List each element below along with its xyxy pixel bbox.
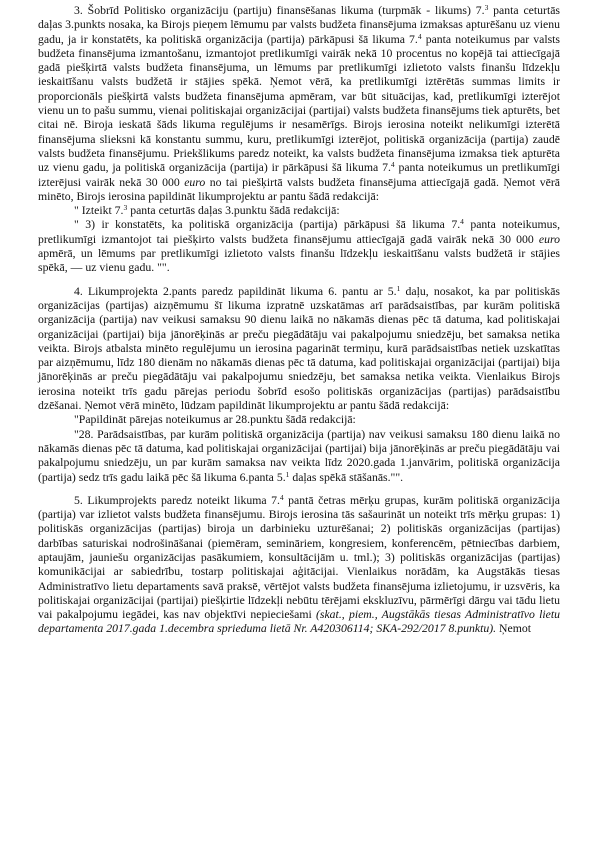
spacer — [38, 485, 560, 494]
paragraph-3: 3. Šobrīd Politisko organizāciju (partiju) finansēšanas likuma (turpmāk - likums) 7.$^3$ panta ceturtās daļas 3.punkts nosaka, ka Birojs pieņem lēmumu par valsts budžeta finansējuma izmaksas apturēšanu uz vienu gadu, ja ir konstatēts, ka politiskā organizācija (partija) pārkāpusi šā likuma 7.$^4$ panta noteikumus par valsts budžeta finansējuma izmantošanu, izmantojot pretlikumīgi vairāk nekā 10 procentus no kopējā tai attiecīgajā gadā piešķirtā valsts budžeta finansējuma, un lēmums par pretlikumīgi izlietoto valsts finanšu līdzekļu ieskaitīšanu valsts budžetā ir stājies spēkā. Ņemot vērā, ka pretlikumīgi iztērētās summas limits ir proporcionāls piešķirtā valsts budžeta finansējuma apmēram, var būt situācijas, kad, pretlikumīgi izterējot vienu un to pašu summu, vienai politiskajai organizācijai (partijai) valsts budžeta finansējums tiek apturēts, bet citai nē. Biroja ieskatā šāds likuma regulējums ir nesamērīgs. Birojs ierosina noteikt nelikumīgi izterētā finansējuma slieksni kā konstantu summu, kuru, pretlikumīgi izterējot, politiskā organizācija (partija) zaudē valsts budžeta finansējumu. Priekšlikums paredz noteikt, ka valsts budžeta finansējuma izmaksa tiek apturēta uz vienu gadu, ja politiskā organizācija (partija) ir pārkāpusi šā likuma 7.$^4$ panta noteikumus un pretlikumīgi izterējusi vairāk nekā 30 000 euro no tai piešķirtā valsts budžeta finansējuma attiecīgajā gadā. Ņemot vērā minēto, Birojs ierosina papildināt likumprojektu ar pantu šādā redakcijā: — [38, 3, 561, 203]
spacer — [38, 276, 560, 285]
quote-amend-instruction: " Izteikt 7.$^3$ panta ceturtās daļas 3.punktu šādā redakcijā: — [74, 203, 340, 218]
paragraph-5: 5. Likumprojekts paredz noteikt likuma 7.$^4$ pantā četras mērķu grupas, kurām politiskā organizācija (partija) var izlietot valsts budžeta finansējumu. Birojs ierosina tās sašaurināt un noteikt trīs mērķu grupas: 1) politiskās organizācijas (partijas) biroja un darbinieku uzturēšanai; 2) politiskās organizācijas (partijas) darbības saturiskai nodrošināšanai (piemēram, semināriem, kongresiem, konferencēm, pētniecības darbiem, aptaujām, jauniešu organizācijas pasākumiem, konsultācijām u. tml.); 3) politiskās organizācijas (partijas) komunikācijai ar sabiedrību, tostarp politiskajai aģitācijai. Vienlaikus norādām, ka Augstākās tiesas Administratīvo lietu departaments savā praksē, vērtējot valsts budžeta finansējuma izlietojumu, ir uzsvēris, ka politiskajai organizācijai (partijai) piešķirtie līdzekļi nebūtu tērējami ekskluzīvu, pārmērīgi dārgu vai tādu lietu vai pakalpojumu iegādei, kas nav objektīvi nepieciešami (skat., piem., Augstākās tiesas Administratīvo lietu departamenta 2017.gada 1.decembra sprieduma lietā Nr. A420306114; SKA-292/2017 8.punktu). Ņemot — [38, 492, 561, 636]
quote-transitional-instruction: "Papildināt pārejas noteikumus ar 28.punktu šādā redakcijā: — [74, 413, 356, 427]
quote-amend-text: " 3) ir konstatēts, ka politiskā organizācija (partija) pārkāpusi šā likuma 7.$^4$ panta noteikumus, pretlikumīgi izmantojot tai piešķirto valsts budžeta finansējumu attiecīgajā gadā vairāk nekā 30 000 euro apmērā, un lēmums par pretlikumīgi izlietoto valsts finanšu līdzekļu ieskaitīšanu valsts budžetā ir stājies spēkā, — uz vienu gadu. "". — [38, 217, 561, 275]
paragraph-4: 4. Likumprojekta 2.pants paredz papildināt likuma 6. pantu ar 5.$^1$ daļu, nosakot, ka par politiskās organizācijas (partijas) aizņēmumu šī likuma izpratnē uzskatāmas arī parādsaistības, par kurām politiskā organizācija (partija) nav veikusi samaksu 90 dienu laikā no nākamās dienas pēc tā datuma, kad politiskajai organizācijai (partijai) bija jānorēķinās ar preču piegādātāju vai pakalpojumu sniedzēju, bet samaksa netika veikta. Birojs atbalsta minēto regulējumu un ierosina pagarināt termiņu, kurā parādsaistības netiek uzskatītas par aizņēmumu, līdz 180 dienām no nākamās dienas pēc tā datuma, kad politiskajai organizācijai (partijai) bija jānorēķinās ar preču piegādātāju vai pakalpojumu sniedzēju, bet samaksa netika veikta. Vienlaikus Birojs ierosina noteikt trīs gadu pārejas periodu šobrīd esošo politiskās organizācijas (partijas) parādsaistību dzēšanai. Ņemot vērā minēto, lūdzam papildināt likumprojektu ar pantu šādā redakcijā: — [38, 283, 560, 413]
quote-transitional-text: "28. Parādsaistības, par kurām politiskā organizācija (partija) nav veikusi samaksu 180 dienu laikā no nākamās dienas pēc tā datuma, kad politiskajai organizācijai (partijai) bija jānorēķinās ar preču piegādātāju vai pakalpojumu sniedzēju, un par kurām samaksa nav veikta līdz 2020.gada 1.janvārim, politiskā organizācija (partija) sedz trīs gadu laikā pēc šā likuma 6.panta 5.$^1$ daļas spēkā stāšanās."". — [38, 427, 560, 484]
